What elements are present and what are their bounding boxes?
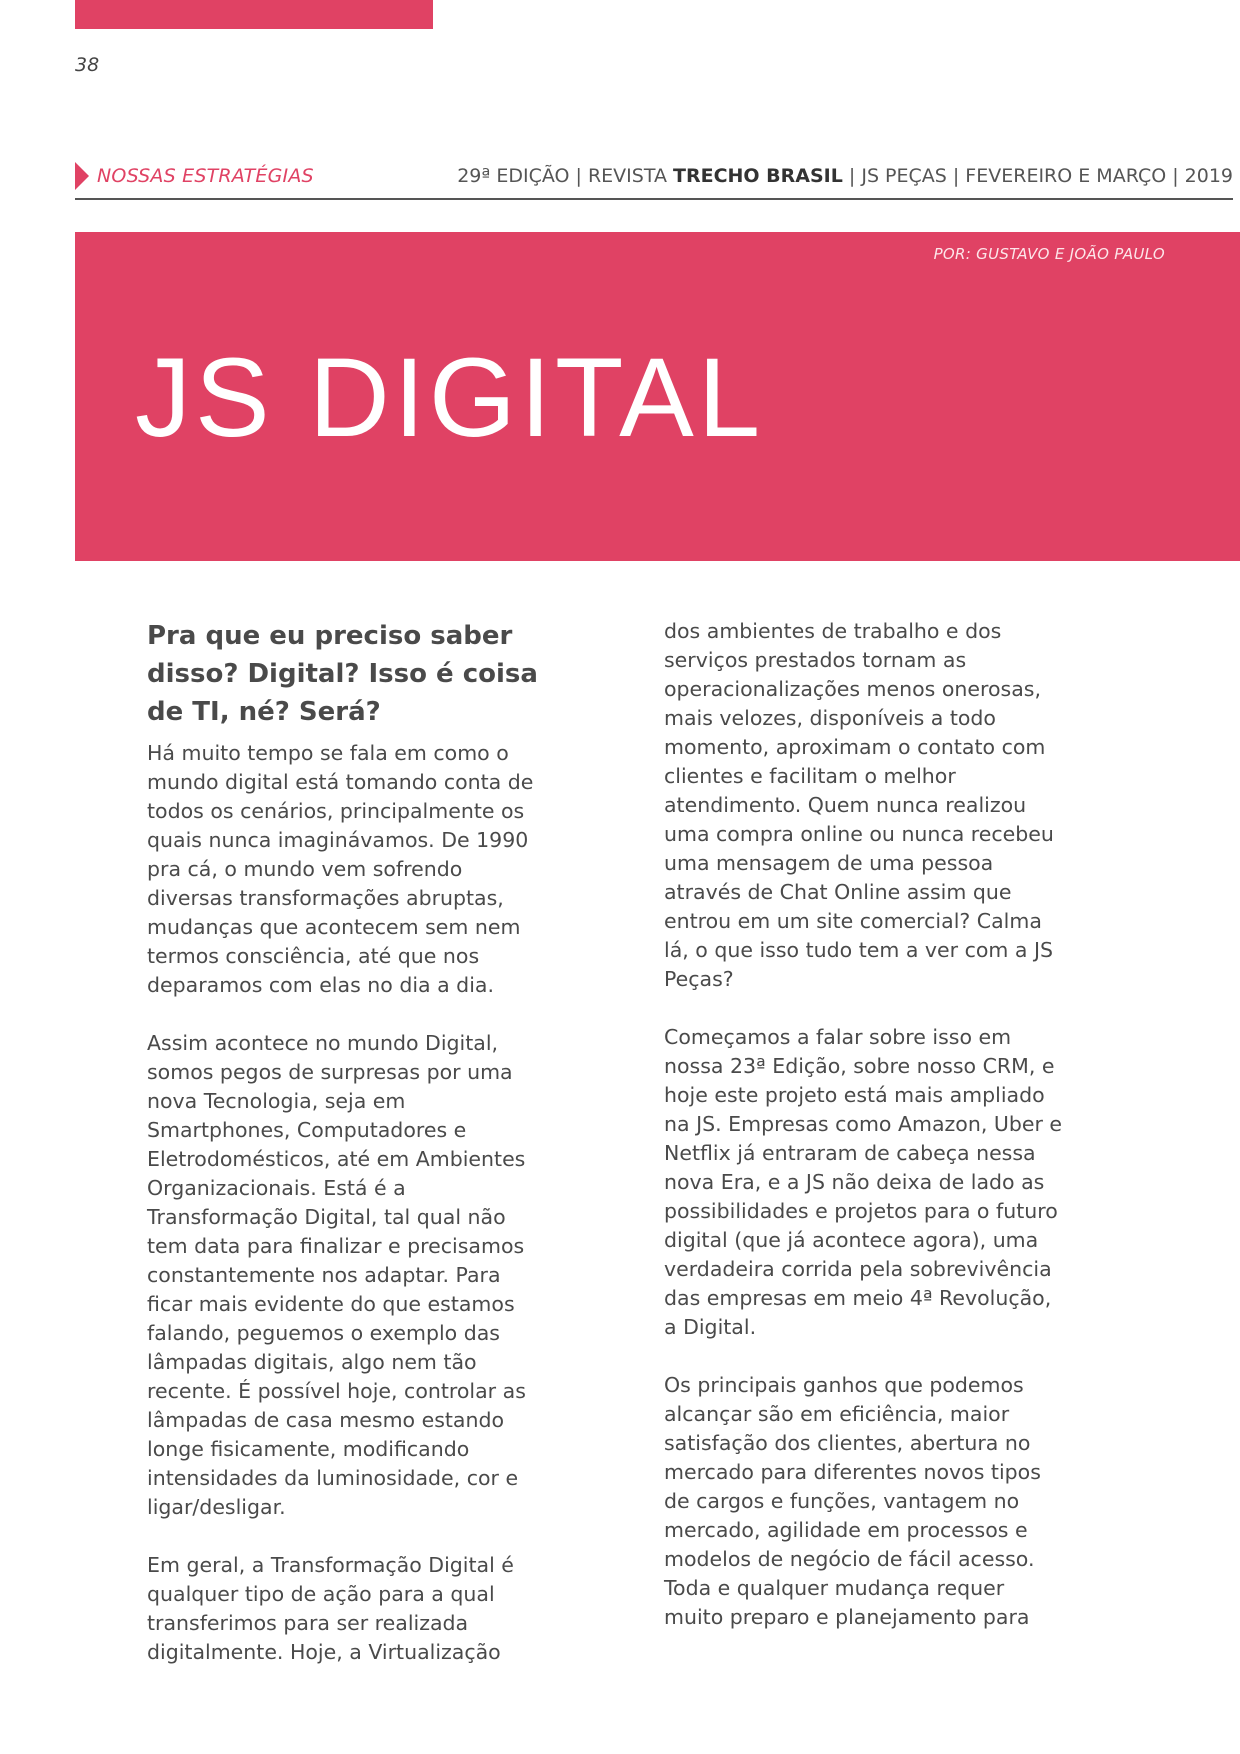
edition-suffix: | JS PEÇAS | FEVEREIRO E MARÇO | 2019 [842, 165, 1233, 187]
section-label: NOSSAS ESTRATÉGIAS [97, 165, 314, 187]
paragraph: Há muito tempo se fala em como o mundo digital está tomando conta de todos os cenários, principalmente os quais nunca imaginávamos. De 1990 pra cá, o mundo vem sofrendo diversas transformações abruptas, mudanças que acontecem sem nem termos consciência, até que nos deparamos com elas no dia a dia. [147, 741, 534, 997]
paragraph: Os principais ganhos que podemos alcançar são em eficiência, maior satisfação dos clientes, abertura no mercado para diferentes novos tipos de cargos e funções, vantagem no mercado, agilidade em processos e modelos de negócio de fácil acesso. Toda e qualquer mudança requer muito preparo e planejamento para [664, 1373, 1041, 1629]
article-subheading: Pra que eu preciso saber disso? Digital? Isso é coisa de TI, né? Será? [147, 621, 538, 727]
top-accent-bar [75, 0, 433, 29]
magazine-name: TRECHO BRASIL [673, 165, 843, 187]
running-header [75, 162, 1233, 200]
paragraph: Começamos a falar sobre isso em nossa 23ª Edição, sobre nosso CRM, e hoje este projeto está mais ampliado na JS. Empresas como Amazon, Uber e Netflix já entraram de cabeça nessa nova Era, e a JS não deixa de lado as possibilidades e projetos para o futuro digital (que já acontece agora), uma verdadeira corrida pela sobrevivência das empresas em meio 4ª Revolução, a Digital. [664, 1025, 1063, 1339]
byline: POR: GUSTAVO E JOÃO PAULO [933, 245, 1165, 263]
hero-banner [75, 232, 1240, 561]
article-column-right [664, 617, 1064, 1661]
edition-info [457, 165, 1233, 187]
page-number: 38 [75, 54, 100, 76]
article-column-left [147, 617, 542, 1696]
paragraph: Em geral, a Transformação Digital é qualquer tipo de ação para a qual transferimos para ser realizada digitalmente. Hoje, a Virtualização [147, 1553, 514, 1664]
edition-prefix: 29ª EDIÇÃO | REVISTA [457, 165, 673, 187]
paragraph: dos ambientes de trabalho e dos serviços prestados tornam as operacionalizações menos onerosas, mais velozes, disponíveis a todo momento, aproximam o contato com clientes e facilitam o melhor atendimento. Quem nunca realizou uma compra online ou nunca recebeu uma mensagem de uma pessoa através de Chat Online assim que entrou em um site comercial? Calma lá, o que isso tudo tem a ver com a JS Peças? [664, 619, 1054, 991]
triangle-marker-icon [75, 162, 89, 190]
paragraph: Assim acontece no mundo Digital, somos pegos de surpresas por uma nova Tecnologia, seja em Smartphones, Computadores e Eletrodomésticos, até em Ambientes Organizacionais. Está é a Transformação Digital, tal qual não tem data para finalizar e precisamos constantemente nos adaptar. Para ficar mais evidente do que estamos falando, peguemos o exemplo das lâmpadas digitais, algo nem tão recente. É possível hoje, controlar as lâmpadas de casa mesmo estando longe fisicamente, modificando intensidades da luminosidade, cor e ligar/desligar. [147, 1031, 526, 1519]
article-title: JS DIGITAL [135, 335, 765, 460]
